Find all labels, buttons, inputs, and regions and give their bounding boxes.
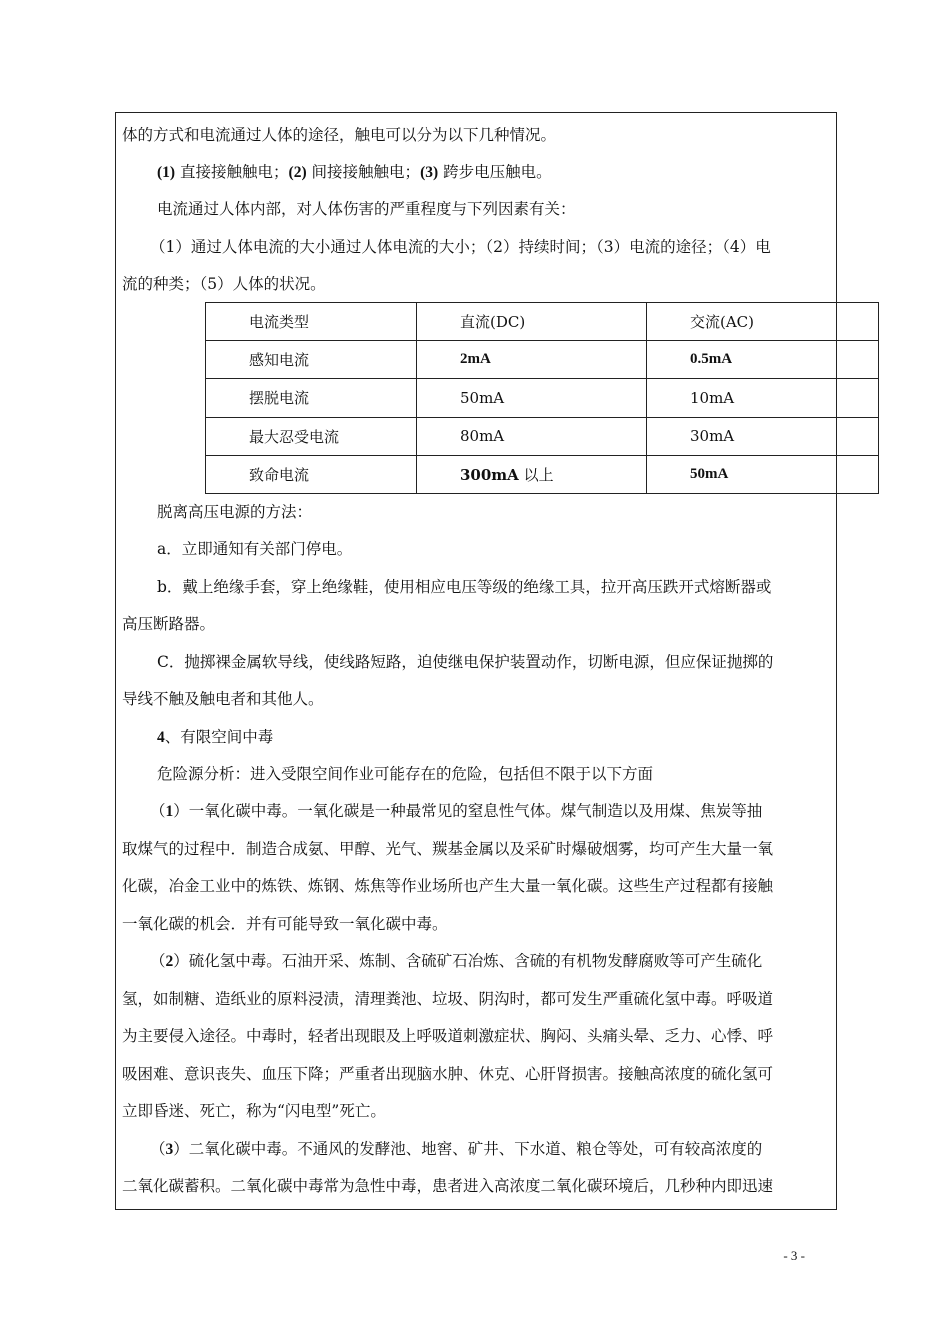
paragraph-line: 二氧化碳蓄积。二氧化碳中毒常为急性中毒，患者进入高浓度二氧化碳环境后，几秒种内即迅速	[122, 1177, 774, 1195]
page-number: - 3 -	[783, 1248, 805, 1263]
paragraph-line: （3）二氧化碳中毒。不通风的发酵池、地窖、矿井、下水道、粮仓等处，可有较高浓度的	[150, 1140, 763, 1158]
section-heading: 4、有限空间中毒	[157, 728, 274, 746]
table-cell: 电流类型	[206, 303, 417, 341]
paragraph-line: 危险源分析：进入受限空间作业可能存在的危险，包括但不限于以下方面	[157, 765, 654, 783]
paragraph-line: 体的方式和电流通过人体的途径，触电可以分为以下几种情况。	[122, 126, 557, 144]
table-cell: 10mA	[647, 379, 879, 417]
table-cell: 80mA	[417, 417, 647, 455]
current-table	[205, 302, 879, 494]
paragraph-line: 为主要侵入途径。中毒时，轻者出现眼及上呼吸道刺激症状、胸闷、头痛头晕、乏力、心悸、呼	[122, 1027, 774, 1045]
paragraph-line: 流的种类；（5）人体的状况。	[122, 275, 326, 293]
paragraph-line: （1）一氧化碳中毒。一氧化碳是一种最常见的窒息性气体。煤气制造以及用煤、焦炭等抽	[150, 802, 763, 820]
table-cell: 摆脱电流	[206, 379, 417, 417]
table-cell: 50mA	[417, 379, 647, 417]
paragraph-line: （2）硫化氢中毒。石油开采、炼制、含硫矿石冶炼、含硫的有机物发酵腐败等可产生硫化	[150, 952, 763, 970]
table-cell: 50mA	[647, 455, 879, 493]
paragraph-line: b．戴上绝缘手套，穿上绝缘鞋，使用相应电压等级的绝缘工具，拉开高压跌开式熔断器或	[157, 578, 772, 596]
paragraph-line: 一氧化碳的机会．并有可能导致一氧化碳中毒。	[122, 915, 448, 933]
table-cell: 0.5mA	[647, 341, 879, 379]
table-cell: 交流(AC)	[647, 303, 879, 341]
paragraph-line: （1）通过人体电流的大小通过人体电流的大小；（2）持续时间；（3）电流的途径；（4）电	[150, 238, 771, 256]
table-cell: 直流(DC)	[417, 303, 647, 341]
paragraph-line: 导线不触及触电者和其他人。	[122, 690, 324, 708]
table-row	[206, 379, 879, 417]
paragraph-line: 立即昏迷、死亡，称为“闪电型”死亡。	[122, 1102, 386, 1120]
contact-types-line: (1) 直接接触触电；(2) 间接接触触电；(3) 跨步电压触电。	[157, 163, 552, 181]
paragraph-line: a．立即通知有关部门停电。	[157, 540, 353, 558]
paragraph-line: 化碳，冶金工业中的炼铁、炼钢、炼焦等作业场所也产生大量一氧化碳。这些生产过程都有接触	[122, 877, 774, 895]
paragraph-line: 吸困难、意识丧失、血压下降；严重者出现脑水肿、休克、心肝肾损害。接触高浓度的硫化氢可	[122, 1065, 774, 1083]
paragraph-line: C．抛掷裸金属软导线，使线路短路，迫使继电保护装置动作，切断电源，但应保证抛掷的	[157, 653, 774, 671]
table-header-row	[206, 303, 879, 341]
table-cell: 感知电流	[206, 341, 417, 379]
table-cell: 30mA	[647, 417, 879, 455]
table-row	[206, 455, 879, 493]
table-cell: 致命电流	[206, 455, 417, 493]
table-cell: 2mA	[417, 341, 647, 379]
table-cell: 最大忍受电流	[206, 417, 417, 455]
paragraph-line: 氢，如制糖、造纸业的原料浸渍，清理粪池、垃圾、阴沟时，都可发生严重硫化氢中毒。呼吸道	[122, 990, 774, 1008]
paragraph-line: 取煤气的过程中．制造合成氨、甲醇、光气、羰基金属以及采矿时爆破烟雾，均可产生大量一氧	[122, 840, 774, 858]
paragraph-line: 高压断路器。	[122, 615, 216, 633]
paragraph-line: 脱离高压电源的方法：	[157, 503, 313, 521]
table-row	[206, 341, 879, 379]
table-cell: 300mA 以上	[417, 455, 647, 493]
paragraph-line: 电流通过人体内部，对人体伤害的严重程度与下列因素有关：	[157, 200, 576, 218]
table-row	[206, 417, 879, 455]
